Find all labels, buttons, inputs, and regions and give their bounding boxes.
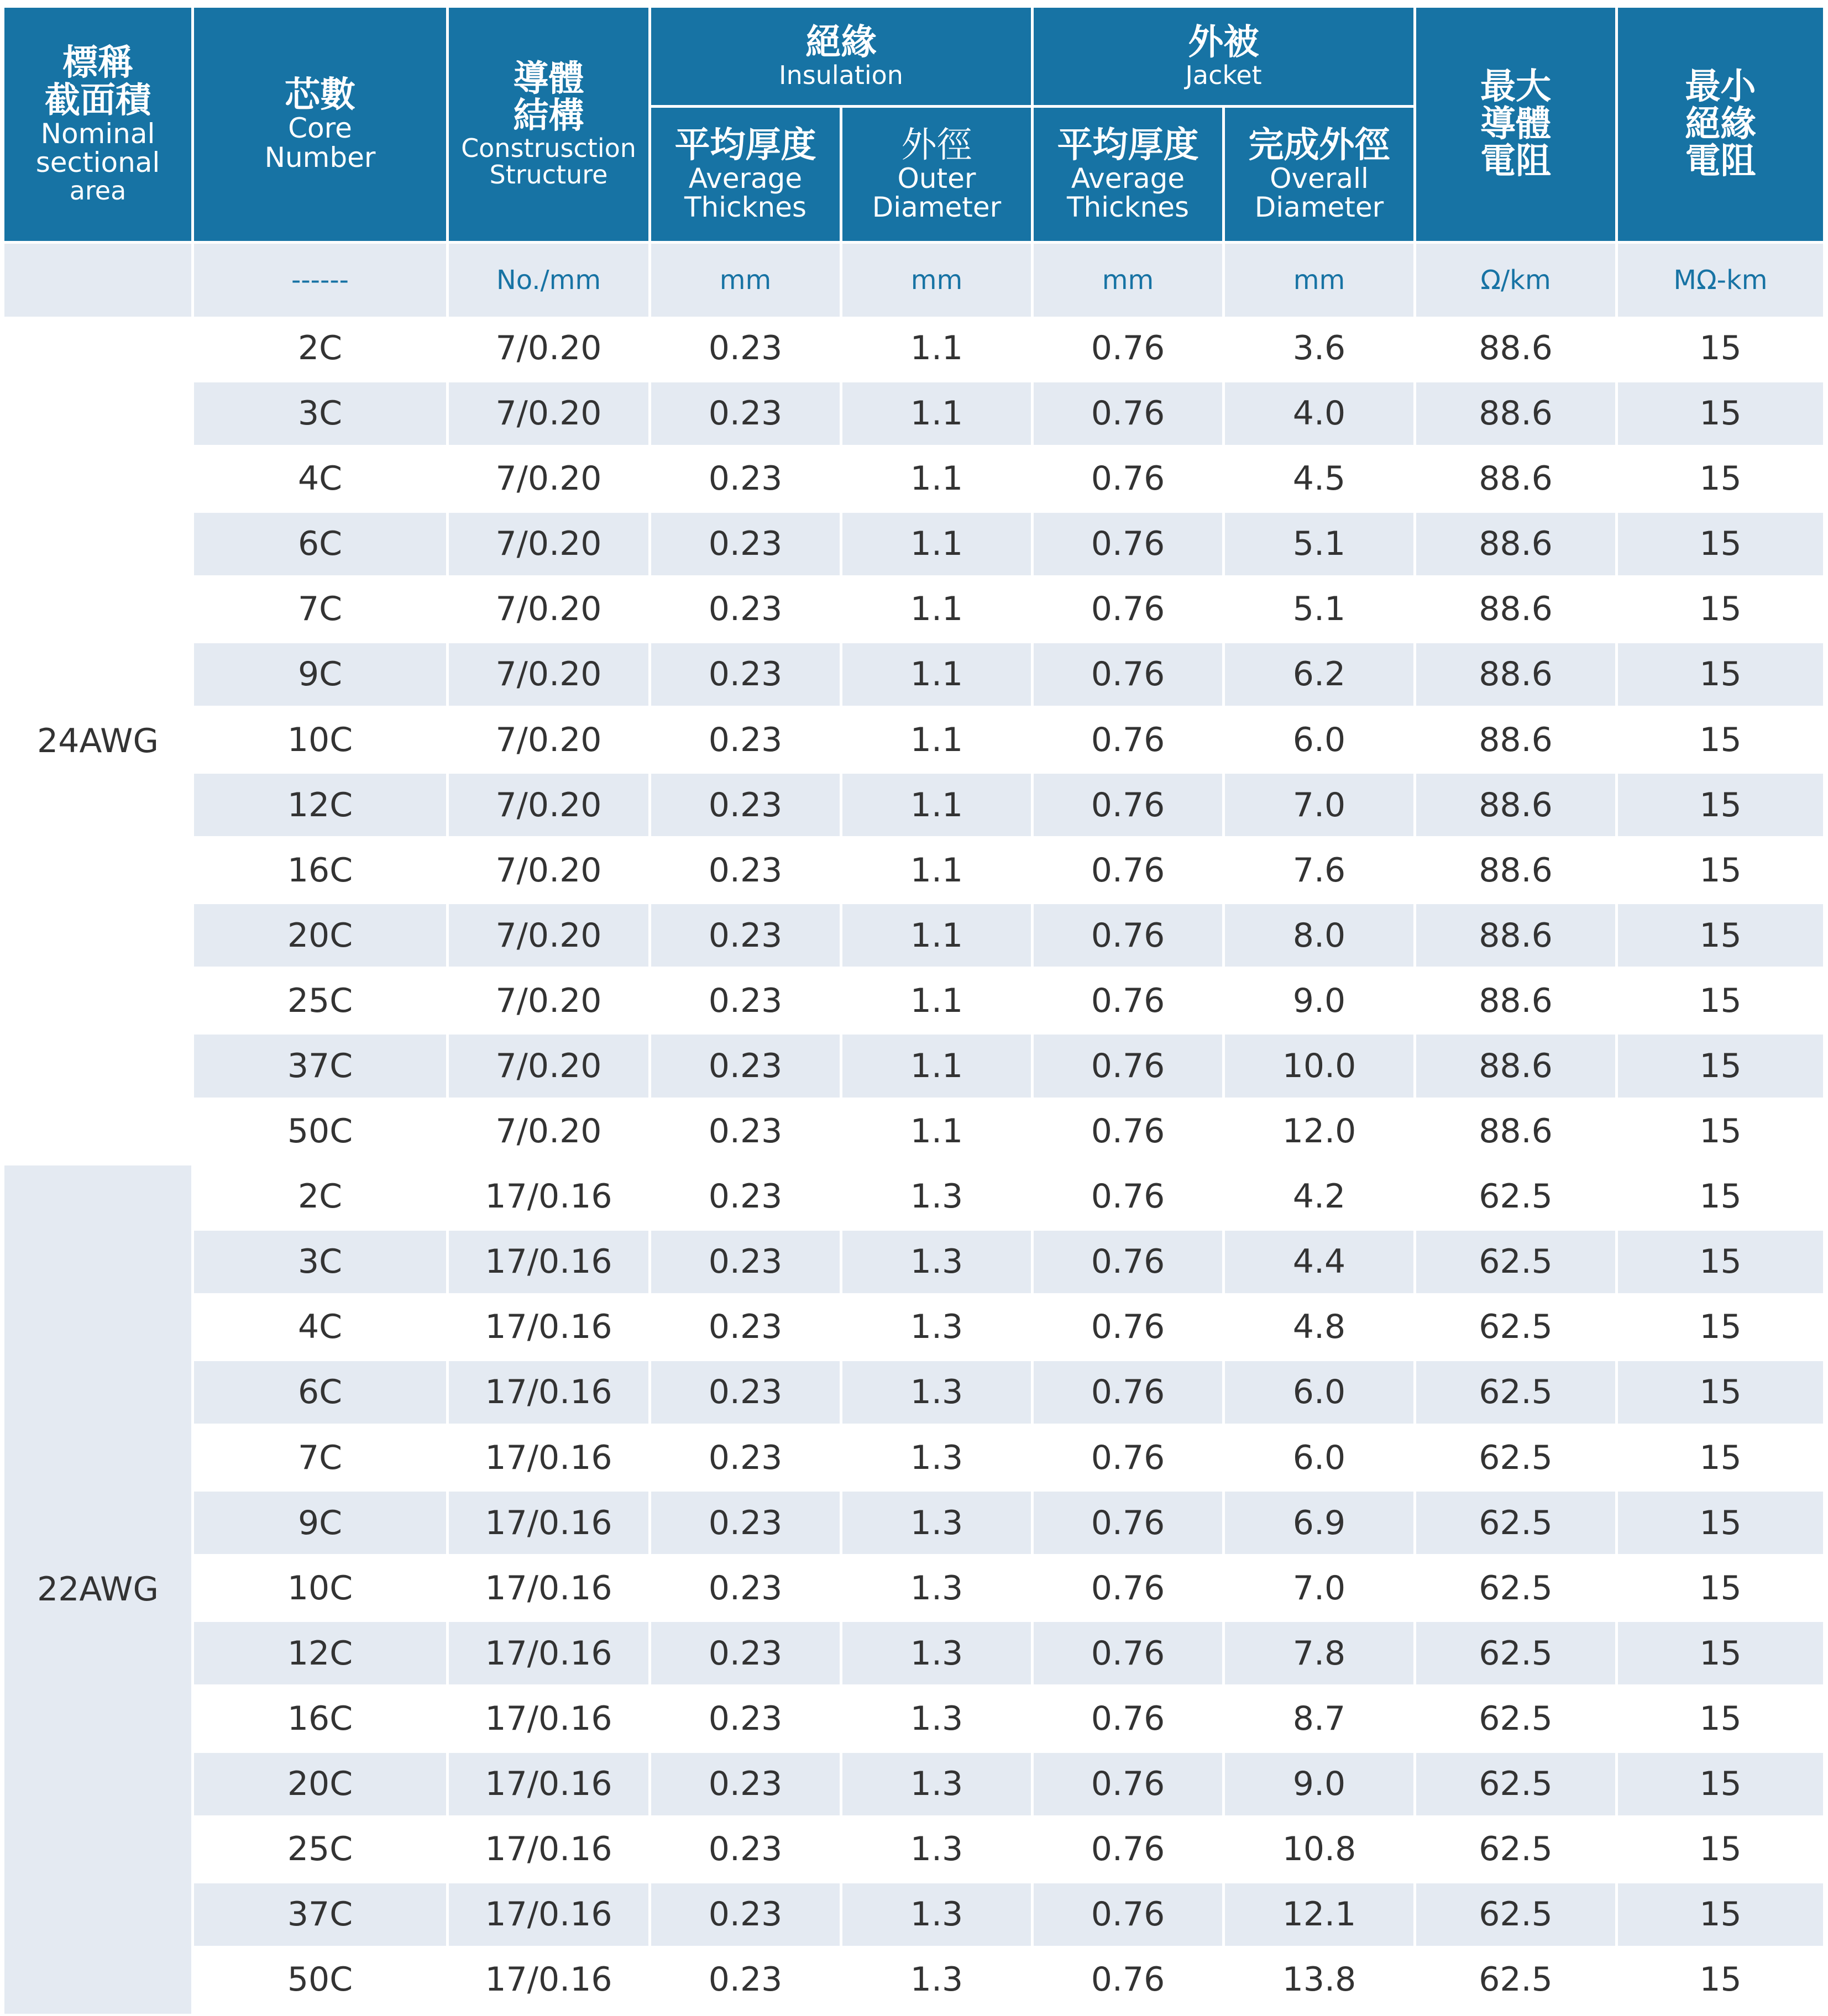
header-nominal-zh-1: 標稱 xyxy=(62,43,133,84)
unit-cell: mm xyxy=(651,244,842,317)
table-cell: 1.3 xyxy=(842,1753,1034,1818)
cable-spec-table xyxy=(4,8,1823,2014)
table-cell: 62.5 xyxy=(1416,1361,1618,1426)
table-cell: 0.23 xyxy=(651,708,842,774)
table-cell: 0.76 xyxy=(1034,317,1225,382)
table-cell: 0.23 xyxy=(651,382,842,448)
table-cell: 12C xyxy=(194,1622,449,1687)
header-core-en-2: Number xyxy=(264,141,376,174)
table-cell: 1.3 xyxy=(842,1361,1034,1426)
header-ins-od-en-2: Diameter xyxy=(872,191,1002,224)
table-row xyxy=(4,578,1823,643)
table-cell: 0.23 xyxy=(651,1296,842,1361)
table-cell: 0.76 xyxy=(1034,904,1225,969)
table-cell: 0.23 xyxy=(651,1166,842,1231)
header-min-ins-zh-3: 電阻 xyxy=(1685,140,1756,182)
table-cell: 1.1 xyxy=(842,774,1034,839)
table-cell: 1.1 xyxy=(842,839,1034,904)
table-cell: 15 xyxy=(1618,1753,1823,1818)
table-cell: 15 xyxy=(1618,708,1823,774)
table-cell: 62.5 xyxy=(1416,1818,1618,1883)
table-cell: 50C xyxy=(194,1100,449,1166)
table-cell: 1.1 xyxy=(842,904,1034,969)
table-cell: 0.76 xyxy=(1034,1296,1225,1361)
table-cell: 0.23 xyxy=(651,1883,842,1949)
table-cell: 15 xyxy=(1618,1492,1823,1557)
table-cell: 0.23 xyxy=(651,1492,842,1557)
table-cell: 15 xyxy=(1618,1426,1823,1492)
table-cell: 62.5 xyxy=(1416,1426,1618,1492)
table-cell: 0.23 xyxy=(651,1949,842,2014)
table-row xyxy=(4,904,1823,969)
header-row-1 xyxy=(4,8,1823,108)
table-cell: 88.6 xyxy=(1416,643,1618,708)
table-row xyxy=(4,1687,1823,1752)
table-cell: 1.3 xyxy=(842,1557,1034,1622)
table-cell: 0.76 xyxy=(1034,448,1225,513)
table-cell: 4.0 xyxy=(1225,382,1416,448)
table-cell: 7/0.20 xyxy=(449,969,651,1035)
table-cell: 0.76 xyxy=(1034,382,1225,448)
table-cell: 7.0 xyxy=(1225,1557,1416,1622)
table-cell: 10C xyxy=(194,708,449,774)
table-cell: 15 xyxy=(1618,904,1823,969)
table-cell: 1.3 xyxy=(842,1622,1034,1687)
table-cell: 17/0.16 xyxy=(449,1296,651,1361)
header-min-ins-zh-1: 最小 xyxy=(1685,66,1756,108)
header-ins-od-zh: 外徑 xyxy=(901,124,972,166)
table-cell: 12.0 xyxy=(1225,1100,1416,1166)
table-cell: 16C xyxy=(194,839,449,904)
units-row xyxy=(4,244,1823,317)
table-cell: 1.3 xyxy=(842,1231,1034,1296)
table-cell: 0.23 xyxy=(651,1100,842,1166)
table-cell: 7/0.20 xyxy=(449,317,651,382)
table-cell: 3C xyxy=(194,1231,449,1296)
table-cell: 12.1 xyxy=(1225,1883,1416,1949)
table-row xyxy=(4,1753,1823,1818)
table-cell: 2C xyxy=(194,1166,449,1231)
table-cell: 0.76 xyxy=(1034,1622,1225,1687)
table-cell: 0.76 xyxy=(1034,1687,1225,1752)
table-cell: 17/0.16 xyxy=(449,1622,651,1687)
header-ins-od-en-1: Outer xyxy=(897,162,976,195)
table-cell: 1.1 xyxy=(842,1100,1034,1166)
table-cell: 0.76 xyxy=(1034,774,1225,839)
header-ins-avg-en-2: Thicknes xyxy=(684,191,807,224)
unit-cell: MΩ-km xyxy=(1618,244,1823,317)
table-cell: 15 xyxy=(1618,839,1823,904)
header-insulation xyxy=(651,8,1034,108)
unit-cell: mm xyxy=(1034,244,1225,317)
table-cell: 37C xyxy=(194,1035,449,1100)
table-cell: 15 xyxy=(1618,1883,1823,1949)
table-cell: 6.2 xyxy=(1225,643,1416,708)
table-cell: 7/0.20 xyxy=(449,578,651,643)
table-cell: 0.76 xyxy=(1034,1818,1225,1883)
table-cell: 0.76 xyxy=(1034,1949,1225,2014)
table-cell: 15 xyxy=(1618,1818,1823,1883)
table-cell: 15 xyxy=(1618,1949,1823,2014)
table-cell: 15 xyxy=(1618,774,1823,839)
table-cell: 0.23 xyxy=(651,839,842,904)
table-cell: 10.8 xyxy=(1225,1818,1416,1883)
table-cell: 17/0.16 xyxy=(449,1818,651,1883)
table-cell: 88.6 xyxy=(1416,513,1618,578)
table-cell: 10C xyxy=(194,1557,449,1622)
header-jac-avg-en-2: Thicknes xyxy=(1066,191,1190,224)
table-cell: 62.5 xyxy=(1416,1753,1618,1818)
table-cell: 15 xyxy=(1618,1622,1823,1687)
table-cell: 88.6 xyxy=(1416,1100,1618,1166)
table-cell: 0.76 xyxy=(1034,1035,1225,1100)
table-cell: 7/0.20 xyxy=(449,1100,651,1166)
table-cell: 0.76 xyxy=(1034,578,1225,643)
table-cell: 0.76 xyxy=(1034,513,1225,578)
table-cell: 1.3 xyxy=(842,1818,1034,1883)
table-cell: 88.6 xyxy=(1416,382,1618,448)
table-row xyxy=(4,1035,1823,1100)
header-core-zh: 芯數 xyxy=(285,75,355,116)
table-cell: 17/0.16 xyxy=(449,1426,651,1492)
header-insulation-avg-thickness xyxy=(651,108,842,244)
table-cell: 15 xyxy=(1618,1100,1823,1166)
table-cell: 10.0 xyxy=(1225,1035,1416,1100)
table-cell: 4C xyxy=(194,448,449,513)
table-cell: 6C xyxy=(194,513,449,578)
header-jac-od-en-2: Diameter xyxy=(1254,191,1384,224)
table-cell: 1.3 xyxy=(842,1949,1034,2014)
header-min-insulation-resistance xyxy=(1618,8,1823,244)
header-construction-en-1: Construsction xyxy=(461,133,636,164)
table-cell: 4.5 xyxy=(1225,448,1416,513)
table-cell: 0.23 xyxy=(651,317,842,382)
header-min-ins-zh-2: 絕緣 xyxy=(1685,103,1756,145)
table-row xyxy=(4,643,1823,708)
table-cell: 0.23 xyxy=(651,1231,842,1296)
group-label: 24AWG xyxy=(4,317,194,1165)
table-cell: 0.23 xyxy=(651,1687,842,1752)
table-row xyxy=(4,1296,1823,1361)
header-max-res-zh-1: 最大 xyxy=(1480,66,1552,108)
table-cell: 9.0 xyxy=(1225,1753,1416,1818)
table-cell: 0.76 xyxy=(1034,839,1225,904)
table-cell: 1.3 xyxy=(842,1492,1034,1557)
table-cell: 0.76 xyxy=(1034,1883,1225,1949)
table-cell: 62.5 xyxy=(1416,1166,1618,1231)
table-cell: 1.1 xyxy=(842,382,1034,448)
table-cell: 7/0.20 xyxy=(449,513,651,578)
header-jac-od-zh: 完成外徑 xyxy=(1248,124,1390,166)
table-cell: 25C xyxy=(194,969,449,1035)
table-cell: 62.5 xyxy=(1416,1296,1618,1361)
table-cell: 4.4 xyxy=(1225,1231,1416,1296)
unit-cell xyxy=(4,244,194,317)
table-cell: 0.76 xyxy=(1034,1492,1225,1557)
table-cell: 15 xyxy=(1618,1166,1823,1231)
header-insulation-outer-diameter xyxy=(842,108,1034,244)
table-cell: 1.1 xyxy=(842,513,1034,578)
table-cell: 17/0.16 xyxy=(449,1687,651,1752)
table-cell: 7/0.20 xyxy=(449,774,651,839)
header-max-res-zh-2: 導體 xyxy=(1480,103,1552,145)
table-cell: 62.5 xyxy=(1416,1557,1618,1622)
header-insulation-zh: 絕緣 xyxy=(805,22,877,64)
table-row xyxy=(4,317,1823,382)
table-cell: 15 xyxy=(1618,578,1823,643)
table-cell: 0.76 xyxy=(1034,969,1225,1035)
header-ins-avg-en-1: Average xyxy=(688,162,803,195)
table-cell: 88.6 xyxy=(1416,1035,1618,1100)
table-cell: 15 xyxy=(1618,1231,1823,1296)
table-cell: 17/0.16 xyxy=(449,1949,651,2014)
table-cell: 62.5 xyxy=(1416,1883,1618,1949)
table-cell: 0.23 xyxy=(651,969,842,1035)
table-cell: 7/0.20 xyxy=(449,904,651,969)
table-cell: 0.23 xyxy=(651,1035,842,1100)
table-cell: 15 xyxy=(1618,448,1823,513)
table-cell: 9C xyxy=(194,1492,449,1557)
table-row xyxy=(4,708,1823,774)
table-cell: 0.76 xyxy=(1034,708,1225,774)
table-cell: 37C xyxy=(194,1883,449,1949)
table-row xyxy=(4,774,1823,839)
table-cell: 0.76 xyxy=(1034,1753,1225,1818)
table-cell: 88.6 xyxy=(1416,839,1618,904)
table-cell: 6.0 xyxy=(1225,1361,1416,1426)
table-cell: 17/0.16 xyxy=(449,1361,651,1426)
table-cell: 7.8 xyxy=(1225,1622,1416,1687)
table-row xyxy=(4,1426,1823,1492)
table-row xyxy=(4,1949,1823,2014)
table-cell: 1.1 xyxy=(842,969,1034,1035)
table-cell: 0.23 xyxy=(651,1818,842,1883)
table-cell: 13.8 xyxy=(1225,1949,1416,2014)
table-row xyxy=(4,382,1823,448)
group-label: 22AWG xyxy=(4,1166,194,2014)
table-cell: 1.3 xyxy=(842,1883,1034,1949)
table-cell: 62.5 xyxy=(1416,1622,1618,1687)
table-cell: 0.23 xyxy=(651,1753,842,1818)
table-row xyxy=(4,1557,1823,1622)
unit-cell: mm xyxy=(842,244,1034,317)
header-nominal-area xyxy=(4,8,194,244)
table-cell: 62.5 xyxy=(1416,1687,1618,1752)
table-cell: 9C xyxy=(194,643,449,708)
table-cell: 1.1 xyxy=(842,448,1034,513)
table-cell: 5.1 xyxy=(1225,578,1416,643)
table-row xyxy=(4,1818,1823,1883)
table-cell: 88.6 xyxy=(1416,708,1618,774)
table-cell: 1.1 xyxy=(842,708,1034,774)
table-cell: 15 xyxy=(1618,317,1823,382)
table-cell: 16C xyxy=(194,1687,449,1752)
table-row xyxy=(4,1361,1823,1426)
header-max-conductor-resistance xyxy=(1416,8,1618,244)
table-cell: 15 xyxy=(1618,1035,1823,1100)
table-cell: 17/0.16 xyxy=(449,1883,651,1949)
table-cell: 17/0.16 xyxy=(449,1753,651,1818)
table-cell: 6.0 xyxy=(1225,1426,1416,1492)
table-cell: 12C xyxy=(194,774,449,839)
table-cell: 4.8 xyxy=(1225,1296,1416,1361)
table-cell: 0.23 xyxy=(651,513,842,578)
table-cell: 0.23 xyxy=(651,904,842,969)
table-cell: 1.3 xyxy=(842,1426,1034,1492)
header-core-number xyxy=(194,8,449,244)
table-cell: 1.1 xyxy=(842,317,1034,382)
header-jacket-avg-thickness xyxy=(1034,108,1225,244)
table-cell: 20C xyxy=(194,1753,449,1818)
table-cell: 0.76 xyxy=(1034,1100,1225,1166)
header-jacket-overall-diameter xyxy=(1225,108,1416,244)
table-cell: 2C xyxy=(194,317,449,382)
header-construction-zh-2: 結構 xyxy=(513,95,584,136)
table-cell: 0.23 xyxy=(651,1557,842,1622)
table-row xyxy=(4,1622,1823,1687)
table-cell: 88.6 xyxy=(1416,969,1618,1035)
table-row xyxy=(4,1492,1823,1557)
table-cell: 1.1 xyxy=(842,643,1034,708)
header-jac-avg-zh: 平均厚度 xyxy=(1057,124,1199,166)
unit-cell: mm xyxy=(1225,244,1416,317)
table-row xyxy=(4,839,1823,904)
header-jacket-zh: 外被 xyxy=(1188,22,1259,64)
table-cell: 0.76 xyxy=(1034,1557,1225,1622)
table-cell: 88.6 xyxy=(1416,578,1618,643)
table-cell: 4.2 xyxy=(1225,1166,1416,1231)
table-cell: 7/0.20 xyxy=(449,448,651,513)
table-cell: 0.76 xyxy=(1034,1166,1225,1231)
table-cell: 17/0.16 xyxy=(449,1557,651,1622)
table-cell: 1.3 xyxy=(842,1687,1034,1752)
table-cell: 15 xyxy=(1618,1557,1823,1622)
table-cell: 15 xyxy=(1618,1687,1823,1752)
table-cell: 1.3 xyxy=(842,1296,1034,1361)
header-nominal-en-1: Nominal xyxy=(40,117,155,150)
table-cell: 0.76 xyxy=(1034,1426,1225,1492)
header-nominal-en-2: sectional xyxy=(35,146,160,179)
table-cell: 0.23 xyxy=(651,578,842,643)
table-cell: 7C xyxy=(194,578,449,643)
table-row xyxy=(4,448,1823,513)
table-cell: 6C xyxy=(194,1361,449,1426)
table-cell: 5.1 xyxy=(1225,513,1416,578)
table-cell: 3.6 xyxy=(1225,317,1416,382)
table-cell: 6.0 xyxy=(1225,708,1416,774)
header-jacket-en: Jacket xyxy=(1185,60,1262,90)
header-nominal-zh-2: 截面積 xyxy=(45,80,151,121)
table-cell: 7.6 xyxy=(1225,839,1416,904)
table-cell: 0.23 xyxy=(651,1622,842,1687)
table-cell: 88.6 xyxy=(1416,317,1618,382)
table-cell: 62.5 xyxy=(1416,1492,1618,1557)
table-cell: 7/0.20 xyxy=(449,382,651,448)
table-cell: 7/0.20 xyxy=(449,1035,651,1100)
table-cell: 7C xyxy=(194,1426,449,1492)
table-cell: 15 xyxy=(1618,382,1823,448)
table-cell: 15 xyxy=(1618,1296,1823,1361)
table-cell: 9.0 xyxy=(1225,969,1416,1035)
table-cell: 7/0.20 xyxy=(449,839,651,904)
table-row xyxy=(4,513,1823,578)
header-jac-avg-en-1: Average xyxy=(1071,162,1185,195)
table-cell: 7/0.20 xyxy=(449,643,651,708)
table-cell: 0.23 xyxy=(651,643,842,708)
table-row xyxy=(4,1100,1823,1166)
table-cell: 15 xyxy=(1618,513,1823,578)
table-cell: 88.6 xyxy=(1416,448,1618,513)
table-cell: 1.1 xyxy=(842,578,1034,643)
header-insulation-en: Insulation xyxy=(779,60,903,90)
table-cell: 15 xyxy=(1618,969,1823,1035)
header-construction-zh-1: 導體 xyxy=(513,58,584,99)
table-cell: 20C xyxy=(194,904,449,969)
header-max-res-zh-3: 電阻 xyxy=(1480,140,1552,182)
table-cell: 7.0 xyxy=(1225,774,1416,839)
table-cell: 15 xyxy=(1618,643,1823,708)
header-nominal-en-3: area xyxy=(69,175,127,206)
table-row xyxy=(4,1166,1823,1231)
table-cell: 7/0.20 xyxy=(449,708,651,774)
table-cell: 0.76 xyxy=(1034,643,1225,708)
header-construction-structure xyxy=(449,8,651,244)
table-cell: 0.23 xyxy=(651,448,842,513)
table-cell: 0.23 xyxy=(651,774,842,839)
table-cell: 1.3 xyxy=(842,1166,1034,1231)
table-row xyxy=(4,1231,1823,1296)
header-construction-en-2: Structure xyxy=(489,160,608,190)
table-cell: 0.76 xyxy=(1034,1231,1225,1296)
table-cell: 3C xyxy=(194,382,449,448)
table-cell: 0.76 xyxy=(1034,1361,1225,1426)
unit-cell: No./mm xyxy=(449,244,651,317)
table-cell: 17/0.16 xyxy=(449,1492,651,1557)
table-row xyxy=(4,1883,1823,1949)
unit-cell: Ω/km xyxy=(1416,244,1618,317)
unit-cell: ------ xyxy=(194,244,449,317)
header-ins-avg-zh: 平均厚度 xyxy=(674,124,816,166)
table-row xyxy=(4,969,1823,1035)
table-cell: 62.5 xyxy=(1416,1231,1618,1296)
table-cell: 6.9 xyxy=(1225,1492,1416,1557)
table-cell: 50C xyxy=(194,1949,449,2014)
table-cell: 1.1 xyxy=(842,1035,1034,1100)
header-jacket xyxy=(1034,8,1416,108)
table-cell: 15 xyxy=(1618,1361,1823,1426)
table-cell: 17/0.16 xyxy=(449,1231,651,1296)
table-cell: 17/0.16 xyxy=(449,1166,651,1231)
table-cell: 8.7 xyxy=(1225,1687,1416,1752)
header-core-en-1: Core xyxy=(288,112,352,145)
table-cell: 88.6 xyxy=(1416,774,1618,839)
table-cell: 25C xyxy=(194,1818,449,1883)
table-cell: 0.23 xyxy=(651,1426,842,1492)
table-cell: 0.23 xyxy=(651,1361,842,1426)
table-cell: 4C xyxy=(194,1296,449,1361)
table-cell: 88.6 xyxy=(1416,904,1618,969)
table-cell: 8.0 xyxy=(1225,904,1416,969)
table-cell: 62.5 xyxy=(1416,1949,1618,2014)
header-jac-od-en-1: Overall xyxy=(1270,162,1369,195)
